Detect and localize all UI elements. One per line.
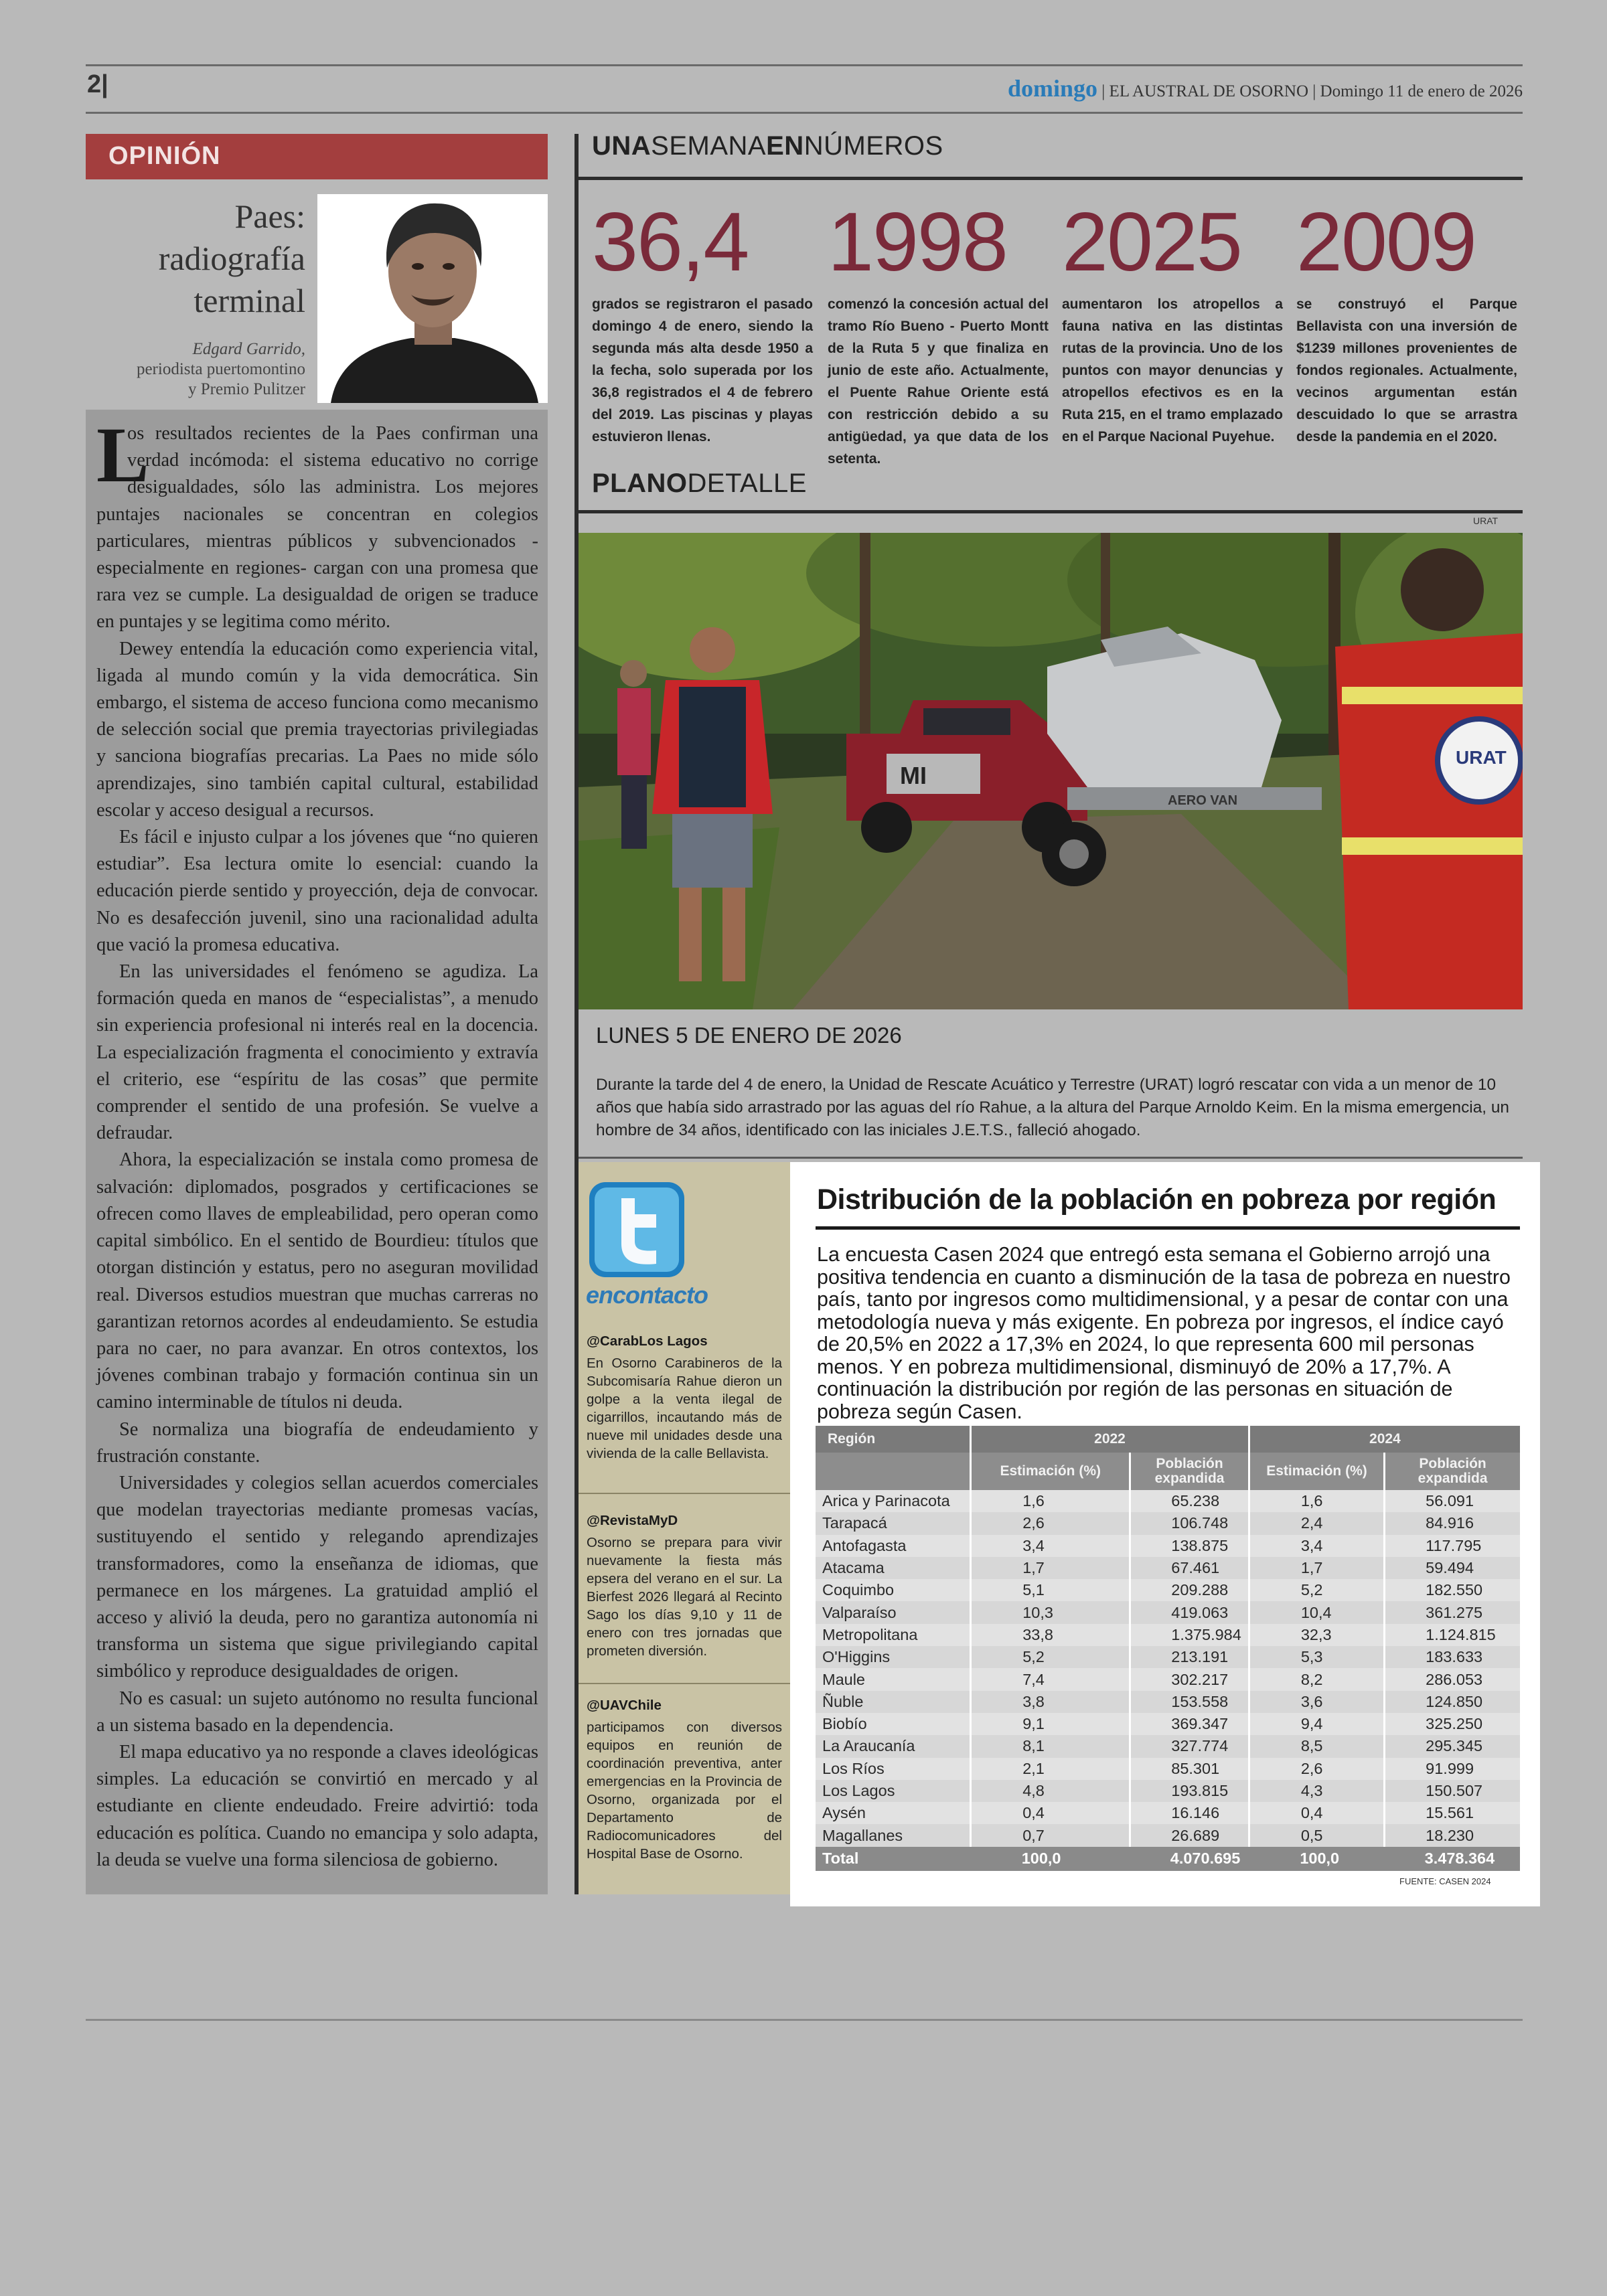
table-row bbox=[816, 1512, 1520, 1534]
value-cell: 2,6 bbox=[1249, 1758, 1384, 1780]
value-cell: 56.091 bbox=[1385, 1490, 1520, 1512]
opinion-paragraph bbox=[96, 411, 538, 636]
author-desc: y Premio Pulitzer bbox=[188, 380, 305, 398]
opinion-paragraph: No es casual: un sujeto autónomo no resulta funcional a un sistema basado en la dependencia. bbox=[96, 1688, 538, 1736]
value-cell: 327.774 bbox=[1130, 1735, 1249, 1757]
en-contacto-title bbox=[586, 1281, 708, 1309]
opinion-body bbox=[86, 410, 548, 1894]
table-row bbox=[816, 1646, 1520, 1668]
label-bold: EN bbox=[766, 131, 804, 161]
header-blank bbox=[816, 1453, 971, 1490]
opinion-section-header bbox=[86, 134, 548, 179]
region-cell: Biobío bbox=[816, 1713, 971, 1735]
region-cell: Arica y Parinacota bbox=[816, 1490, 971, 1512]
header-estimacion: Estimación (%) bbox=[1249, 1453, 1384, 1490]
number-item bbox=[1296, 195, 1517, 448]
table-row bbox=[816, 1691, 1520, 1713]
value-cell: 183.633 bbox=[1385, 1646, 1520, 1668]
plano-section-label bbox=[592, 469, 807, 499]
opinion-paragraph: Es fácil e injusto culpar a los jóvenes que “no quieren estudiar”. Esa lectura omite lo esencial: cuando la educación pierde sentido y proyección, deja de convocar. No es desafección juvenil, sino una racionalidad adulta que vació la promesa educativa. bbox=[96, 827, 538, 955]
poverty-table bbox=[816, 1426, 1520, 1871]
value-cell: 10,3 bbox=[971, 1601, 1130, 1623]
opinion-headline bbox=[86, 195, 305, 322]
number-value: 2009 bbox=[1296, 196, 1476, 289]
value-cell: 138.875 bbox=[1130, 1535, 1249, 1557]
region-cell: Maule bbox=[816, 1668, 971, 1690]
value-cell: 5,2 bbox=[1249, 1579, 1384, 1601]
region-cell: La Araucanía bbox=[816, 1735, 971, 1757]
opinion-paragraph: Ahora, la especialización se instala como promesa de salvación: diplomados, posgrados y certificaciones se ofrecen como llaves de empleabilidad, pero operan como capital simbólico. En el sentido de Bourdieu: títulos que otorgan distinción y estatus, pero no aseguran movilidad real. Diversos estudios muestran que muchas carreras no garantizan retornos acordes al endeudamiento. Se estudia para no caer, no para avanzar. En otros contextos, los jóvenes combinan trabajo y formación continua sin un camino interminable de títulos ni deuda. bbox=[96, 1149, 538, 1413]
table-row bbox=[816, 1735, 1520, 1757]
value-cell: 3,8 bbox=[971, 1691, 1130, 1713]
value-cell: 150.507 bbox=[1385, 1780, 1520, 1802]
plano-rule bbox=[579, 510, 1523, 513]
value-cell: 0,4 bbox=[1249, 1802, 1384, 1824]
total-row bbox=[816, 1847, 1520, 1871]
value-cell: 32,3 bbox=[1249, 1624, 1384, 1646]
region-cell: Los Lagos bbox=[816, 1780, 971, 1802]
tweet-text: participamos con diversos equipos en reunión de coordinación preventiva, anter emergencias en la Provincia de Osorno, organizada por el Departamento de Radiocomunicadores del Hospital Base de Osorno. bbox=[587, 1720, 782, 1862]
opinion-byline bbox=[86, 339, 305, 400]
dropcap: L bbox=[96, 411, 149, 499]
header-poblacion-line: Población bbox=[1156, 1456, 1223, 1471]
poverty-title: Distribución de la población en pobreza por región bbox=[817, 1183, 1497, 1216]
value-cell: 3,4 bbox=[1249, 1535, 1384, 1557]
trailer-text: AERO VAN bbox=[1168, 793, 1238, 808]
header-estimacion: Estimación (%) bbox=[971, 1453, 1130, 1490]
value-cell: 369.347 bbox=[1130, 1713, 1249, 1735]
header-year-2022: 2022 bbox=[971, 1426, 1249, 1453]
photo-date: LUNES 5 DE ENERO DE 2026 bbox=[596, 1023, 902, 1048]
value-cell: 1,7 bbox=[1249, 1557, 1384, 1579]
photo-caption: Durante la tarde del 4 de enero, la Unidad de Rescate Acuático y Terrestre (URAT) logró rescatar con vida a un menor de 10 años que había sido arrastrado por las aguas del río Rahue, a la altura del Parque Arnoldo Keim. En la misma emergencia, un hombre de 34 años, identificado con las iniciales J.E.T.S., falleció ahogado. bbox=[596, 1076, 1509, 1139]
number-description: aumentaron los atropellos a fauna nativa en las distintas rutas de la provincia. Uno de los puntos con mayor denuncias y atropellos efectivos es en la Ruta 215, en el tramo emplazado en el Parque Nacional Puyehue. bbox=[1062, 297, 1283, 444]
header-poblacion bbox=[1130, 1453, 1249, 1490]
region-cell: Magallanes bbox=[816, 1824, 971, 1846]
region-cell: Atacama bbox=[816, 1557, 971, 1579]
footer-rule bbox=[86, 2019, 1523, 2021]
poverty-table-body bbox=[816, 1490, 1520, 1847]
value-cell: 1.124.815 bbox=[1385, 1624, 1520, 1646]
value-cell: 3,4 bbox=[971, 1535, 1130, 1557]
value-cell: 419.063 bbox=[1130, 1601, 1249, 1623]
value-cell: 59.494 bbox=[1385, 1557, 1520, 1579]
value-cell: 5,2 bbox=[971, 1646, 1130, 1668]
value-cell: 5,1 bbox=[971, 1579, 1130, 1601]
value-cell: 325.250 bbox=[1385, 1713, 1520, 1735]
number-description: grados se registraron el pasado domingo 4 de enero, siendo la segunda más alta desde 1950 a la fecha, solo superada por los 36,8 registrados el 4 de febrero del 2019. Las piscinas y playas estuvieron llenas. bbox=[592, 297, 813, 444]
value-cell: 106.748 bbox=[1130, 1512, 1249, 1534]
number-item bbox=[828, 195, 1049, 470]
author-desc: periodista puertomontino bbox=[136, 360, 305, 378]
numbers-rule bbox=[579, 177, 1523, 180]
tweet-item bbox=[587, 1511, 782, 1660]
region-cell: Antofagasta bbox=[816, 1535, 971, 1557]
value-cell: 2,6 bbox=[971, 1512, 1130, 1534]
value-cell: 3,6 bbox=[1249, 1691, 1384, 1713]
truck-plate: MI bbox=[900, 762, 927, 789]
label-bold: UNA bbox=[592, 131, 652, 161]
numbers-section-label bbox=[592, 131, 943, 161]
brand-domingo: domingo bbox=[1008, 75, 1098, 102]
number-item bbox=[1062, 195, 1283, 448]
value-cell: 0,7 bbox=[971, 1824, 1130, 1846]
opinion-paragraph: Universidades y colegios sellan acuerdos comerciales que modelan trayectorias mediante promesas vacías, sustituyendo el sentido y relegando aprendizajes transformadores, como la enseñanza de idiomas, que permanece en los márgenes. La gratuidad amplió el acceso y alivió la deuda, pero no garantiza autonomía ni transforma un sistema que sigue privilegiando capital simbólico y reproduce desigualdades de origen. bbox=[96, 1472, 538, 1682]
vest-text: URAT bbox=[1456, 747, 1507, 768]
value-cell: 91.999 bbox=[1385, 1758, 1520, 1780]
value-cell: 153.558 bbox=[1130, 1691, 1249, 1713]
value-cell: 4,3 bbox=[1249, 1780, 1384, 1802]
opinion-paragraph: Se normaliza una biografía de endeudamiento y frustración constante. bbox=[96, 1418, 538, 1467]
value-cell: 2,1 bbox=[971, 1758, 1130, 1780]
table-source: FUENTE: CASEN 2024 bbox=[1399, 1876, 1491, 1886]
tweet-text: Osorno se prepara para vivir nuevamente la fiesta más epsera del verano en el sur. La Bierfest 2026 llegará al Recinto Sago los días 9,10 y 11 de enero con tres jornadas que prometen diversión. bbox=[587, 1535, 782, 1659]
total-label: Total bbox=[816, 1847, 971, 1871]
photo-rule bbox=[579, 1157, 1523, 1159]
header-poblacion-line: expandida bbox=[1154, 1471, 1225, 1486]
value-cell: 0,5 bbox=[1249, 1824, 1384, 1846]
rescue-photo bbox=[579, 533, 1523, 1009]
value-cell: 15.561 bbox=[1385, 1802, 1520, 1824]
opinion-paragraph: En las universidades el fenómeno se agudiza. La formación queda en manos de “especialistas”, a menudo sin experiencia profesional ni interés real en la docencia. La especialización fragmenta el conocimiento y extravía el criterio, ese “espíritu de las cosas” que permite comprender el sentido de una profesión. Se vuelve a defraudar. bbox=[96, 961, 538, 1144]
region-cell: O'Higgins bbox=[816, 1646, 971, 1668]
title-big: contacto bbox=[613, 1281, 708, 1309]
table-row bbox=[816, 1535, 1520, 1557]
value-cell: 33,8 bbox=[971, 1624, 1130, 1646]
value-cell: 117.795 bbox=[1385, 1535, 1520, 1557]
value-cell: 65.238 bbox=[1130, 1490, 1249, 1512]
value-cell: 9,4 bbox=[1249, 1713, 1384, 1735]
tweet-divider bbox=[579, 1683, 790, 1684]
table-row bbox=[816, 1758, 1520, 1780]
author-name: Edgard Garrido, bbox=[192, 340, 305, 358]
value-cell: 2,4 bbox=[1249, 1512, 1384, 1534]
value-cell: 26.689 bbox=[1130, 1824, 1249, 1846]
value-cell: 1,6 bbox=[971, 1490, 1130, 1512]
number-description: comenzó la concesión actual del tramo Río Bueno - Puerto Montt de la Ruta 5 y que finaliza en junio de este año. Actualmente, el Puente Rahue Oriente está con restricción debido a su antigüedad, ya que data de los setenta. bbox=[828, 297, 1049, 467]
table-row bbox=[816, 1624, 1520, 1646]
value-cell: 4,8 bbox=[971, 1780, 1130, 1802]
value-cell: 124.850 bbox=[1385, 1691, 1520, 1713]
table-row bbox=[816, 1557, 1520, 1579]
value-cell: 361.275 bbox=[1385, 1601, 1520, 1623]
headline-line: radiografía bbox=[158, 240, 305, 277]
headline-line: terminal bbox=[194, 282, 305, 319]
tweet-item bbox=[587, 1332, 782, 1463]
value-cell: 1,7 bbox=[971, 1557, 1130, 1579]
page-folio bbox=[86, 64, 1523, 114]
total-cell: 100,0 bbox=[971, 1847, 1130, 1871]
header-region: Región bbox=[816, 1426, 971, 1453]
total-cell: 3.478.364 bbox=[1385, 1847, 1520, 1871]
tweet-handle[interactable]: @UAVChile bbox=[587, 1698, 662, 1713]
table-row bbox=[816, 1780, 1520, 1802]
poverty-title-rule bbox=[816, 1226, 1520, 1230]
value-cell: 209.288 bbox=[1130, 1579, 1249, 1601]
poverty-intro: La encuesta Casen 2024 que entregó esta semana el Gobierno arrojó una positiva tendencia en cuanto a disminución de la tasa de pobreza en nuestro país, tanto por ingresos como multidimensional, y a pesar de contar con una metodología nueva y más exigente. En pobreza por ingresos, el índice cayó de 20,5% en 2022 a 17,3% en 2024, lo que representa 600 mil personas menos. Y en pobreza multidimensional, disminuyó de 20% a 17,7%. A continuación la distribución por región de las personas en situación de pobreza según Casen. bbox=[817, 1243, 1511, 1423]
value-cell: 286.053 bbox=[1385, 1668, 1520, 1690]
paragraph-text: os resultados recientes de la Paes confirman una verdad incómoda: el sistema educativo no corrige desigualdades, sólo las administra. Los mejores puntajes nacionales se concentran en colegios particulares, mientras públicos y subvencionados -especialmente en regiones- cargan con una promesa que rara vez se cumple. La desigualdad de origen se traduce en puntajes y se legitima como mérito. bbox=[96, 423, 538, 633]
opinion-paragraph: Dewey entendía la educación como experiencia vital, ligada al mundo común y la vida democrática. Sin embargo, el sistema de acceso funciona como mecanismo de selección social que premia trayectorias privilegiadas y sanciona biografías precarias. La Paes no mide sólo aprendizajes, sino también capital cultural, estabilidad escolar y acceso desigual a recursos. bbox=[96, 638, 538, 821]
total-cell: 100,0 bbox=[1249, 1847, 1384, 1871]
header-poblacion-line: expandida bbox=[1418, 1471, 1488, 1486]
opinion-section-label: OPINIÓN bbox=[108, 142, 221, 170]
value-cell: 10,4 bbox=[1249, 1601, 1384, 1623]
table-row bbox=[816, 1579, 1520, 1601]
value-cell: 8,1 bbox=[971, 1735, 1130, 1757]
value-cell: 85.301 bbox=[1130, 1758, 1249, 1780]
region-cell: Coquimbo bbox=[816, 1579, 971, 1601]
bystander bbox=[617, 660, 651, 849]
header-poblacion bbox=[1385, 1453, 1520, 1490]
value-cell: 302.217 bbox=[1130, 1668, 1249, 1690]
number-value: 36,4 bbox=[592, 196, 749, 289]
value-cell: 213.191 bbox=[1130, 1646, 1249, 1668]
number-item bbox=[592, 195, 813, 448]
value-cell: 193.815 bbox=[1130, 1780, 1249, 1802]
label-light: SEMANA bbox=[651, 131, 767, 161]
value-cell: 9,1 bbox=[971, 1713, 1130, 1735]
header-poblacion-line: Población bbox=[1419, 1456, 1486, 1471]
value-cell: 1.375.984 bbox=[1130, 1624, 1249, 1646]
number-value: 1998 bbox=[828, 196, 1007, 289]
tweet-divider bbox=[579, 1493, 790, 1494]
value-cell: 16.146 bbox=[1130, 1802, 1249, 1824]
region-cell: Valparaíso bbox=[816, 1601, 971, 1623]
table-row bbox=[816, 1601, 1520, 1623]
masthead bbox=[1008, 74, 1523, 102]
label-light: DETALLE bbox=[687, 469, 807, 498]
region-cell: Tarapacá bbox=[816, 1512, 971, 1534]
tweet-handle[interactable]: @CarabLos Lagos bbox=[587, 1333, 708, 1349]
number-description: se construyó el Parque Bellavista con una inversión de $1239 millones provenientes de fondos regionales. Actualmente, vecinos argumentan están descuidado lo que se arrastra desde la pandemia en el 2020. bbox=[1296, 297, 1517, 444]
label-bold: PLANO bbox=[592, 469, 688, 498]
region-cell: Aysén bbox=[816, 1802, 971, 1824]
twitter-icon bbox=[587, 1179, 687, 1280]
value-cell: 0,4 bbox=[971, 1802, 1130, 1824]
value-cell: 67.461 bbox=[1130, 1557, 1249, 1579]
value-cell: 18.230 bbox=[1385, 1824, 1520, 1846]
value-cell: 7,4 bbox=[971, 1668, 1130, 1690]
table-row bbox=[816, 1802, 1520, 1824]
table-row bbox=[816, 1713, 1520, 1735]
region-cell: Ñuble bbox=[816, 1691, 971, 1713]
tweet-item bbox=[587, 1696, 782, 1863]
opinion-paragraph: El mapa educativo ya no responde a claves ideológicas simples. La educación se convirtió en mercado y al estudiante en cliente endeudado. Freire advirtió: toda educación es política. Cuando no emancipa y solo adapta, la deuda se vuelve una forma silenciosa de gobierno. bbox=[96, 1741, 538, 1870]
region-cell: Los Ríos bbox=[816, 1758, 971, 1780]
photo-credit: URAT bbox=[1473, 515, 1499, 526]
value-cell: 5,3 bbox=[1249, 1646, 1384, 1668]
value-cell: 8,5 bbox=[1249, 1735, 1384, 1757]
table-row bbox=[816, 1824, 1520, 1846]
value-cell: 182.550 bbox=[1385, 1579, 1520, 1601]
total-cell: 4.070.695 bbox=[1130, 1847, 1249, 1871]
tweet-handle[interactable]: @RevistaMyD bbox=[587, 1513, 678, 1528]
value-cell: 84.916 bbox=[1385, 1512, 1520, 1534]
region-cell: Metropolitana bbox=[816, 1624, 971, 1646]
headline-line: Paes: bbox=[234, 197, 305, 235]
value-cell: 1,6 bbox=[1249, 1490, 1384, 1512]
value-cell: 8,2 bbox=[1249, 1668, 1384, 1690]
tweet-text: En Osorno Carabineros de la Subcomisaría Rahue dieron un golpe a la venta ilegal de cigarrillos, incautando más de nueve mil unidades desde una vivienda de la calle Bellavista. bbox=[587, 1356, 782, 1461]
header-year-2024: 2024 bbox=[1249, 1426, 1520, 1453]
label-light: NÚMEROS bbox=[804, 131, 943, 161]
author-portrait bbox=[317, 194, 548, 403]
masthead-text: | EL AUSTRAL DE OSORNO | Domingo 11 de enero de 2026 bbox=[1101, 82, 1523, 100]
page-number: 2| bbox=[87, 70, 108, 98]
table-row bbox=[816, 1490, 1520, 1512]
title-small: en bbox=[586, 1281, 613, 1309]
value-cell: 295.345 bbox=[1385, 1735, 1520, 1757]
table-row bbox=[816, 1668, 1520, 1690]
number-value: 2025 bbox=[1062, 196, 1241, 289]
